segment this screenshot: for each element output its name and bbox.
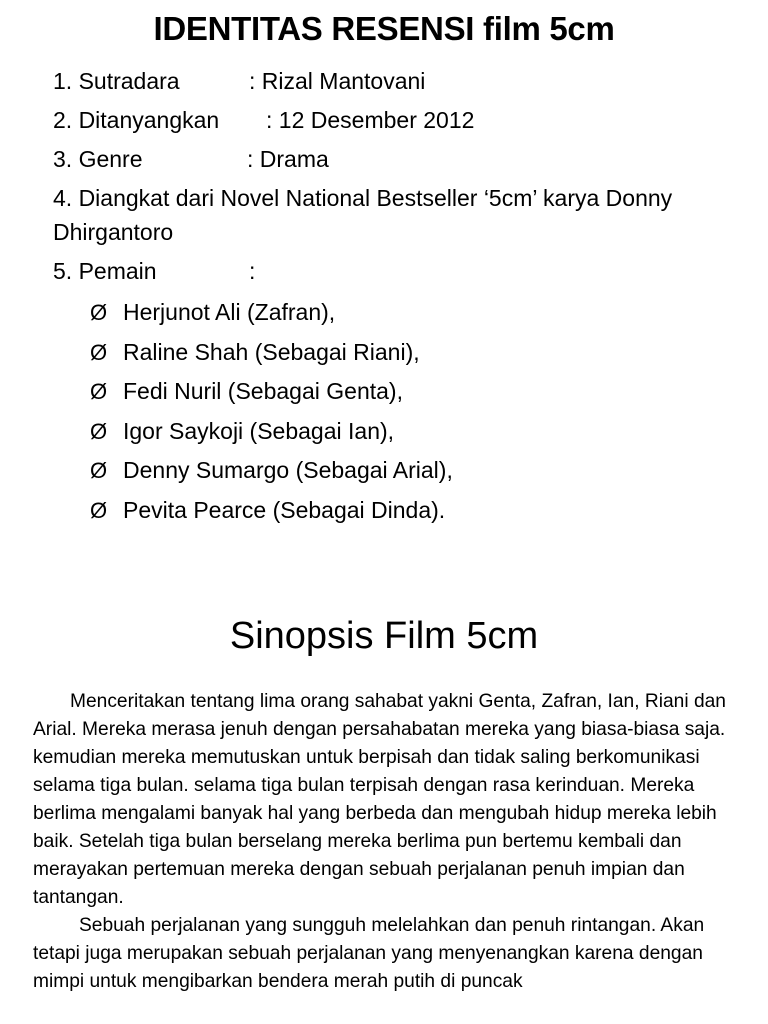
identity-value: : Drama [247,146,329,172]
cast-item [90,412,453,452]
synopsis-title: Sinopsis Film 5cm [229,615,539,657]
cast-item [90,333,453,373]
bullet-icon: Ø [90,379,108,404]
cast-name: Fedi Nuril (Sebagai Genta), [123,378,403,404]
identity-item-pemain [53,252,733,291]
identity-item-ditayangkan [53,101,733,140]
identity-label: 5. Pemain [53,258,157,284]
cast-item [90,372,453,412]
synopsis-body [33,688,741,996]
slide-title: IDENTITAS RESENSI film 5cm [153,10,615,47]
bullet-icon: Ø [90,458,108,483]
identity-item-sutradara [53,62,733,101]
cast-item [90,491,453,531]
cast-item [90,451,453,491]
bullet-icon: Ø [90,300,108,325]
bullet-icon: Ø [90,339,108,365]
cast-name: Raline Shah (Sebagai Riani), [123,338,420,365]
identity-label: 2. Ditanyangkan [53,107,220,133]
synopsis-paragraph: Sebuah perjalanan yang sungguh melelahkan dan penuh rintangan. Akan tetapi juga merupakan sebuah perjalanan yang menyenangkan karena dengan mimpi untuk mengibarkan bendera merah putih di puncak [33,915,705,992]
identity-label: 3. Genre [53,146,143,172]
synopsis-paragraph: Menceritakan tentang lima orang sahabat yakni Genta, Zafran, Ian, Riani dan Arial. Mereka merasa jenuh dengan persahabatan mereka yang biasa-biasa saja. kemudian mereka memutuskan untuk berpisah dan tidak saling berkomunikasi selama tiga bulan. selama tiga bulan terpisah dengan rasa kerinduan. Mereka berlima mengalami banyak hal yang berbeda dan mengubah hidup mereka lebih baik. Setelah tiga bulan berselang mereka berlima pun bertemu kembali dan merayakan pertemuan mereka dengan sebuah perjalanan penuh impian dan tantangan. [33,691,726,908]
identity-value: : [249,258,256,284]
cast-name: Denny Sumargo (Sebagai Arial), [123,457,453,483]
identity-value: : Rizal Mantovani [249,68,426,94]
identity-label: 1. Sutradara [53,68,180,94]
cast-name: Pevita Pearce (Sebagai Dinda). [123,496,446,523]
bullet-icon: Ø [90,497,108,523]
identity-item-genre [53,140,733,179]
cast-list [90,293,453,530]
identity-value: : 12 Desember 2012 [266,107,475,133]
bullet-icon: Ø [90,418,108,444]
cast-item [90,293,453,333]
cast-name: Herjunot Ali (Zafran), [123,299,336,325]
identity-item-novel: 4. Diangkat dari Novel National Bestseller ‘5cm’ karya Donny Dhirgantoro [53,185,673,245]
cast-name: Igor Saykoji (Sebagai Ian), [123,417,395,444]
identity-list [53,62,733,291]
